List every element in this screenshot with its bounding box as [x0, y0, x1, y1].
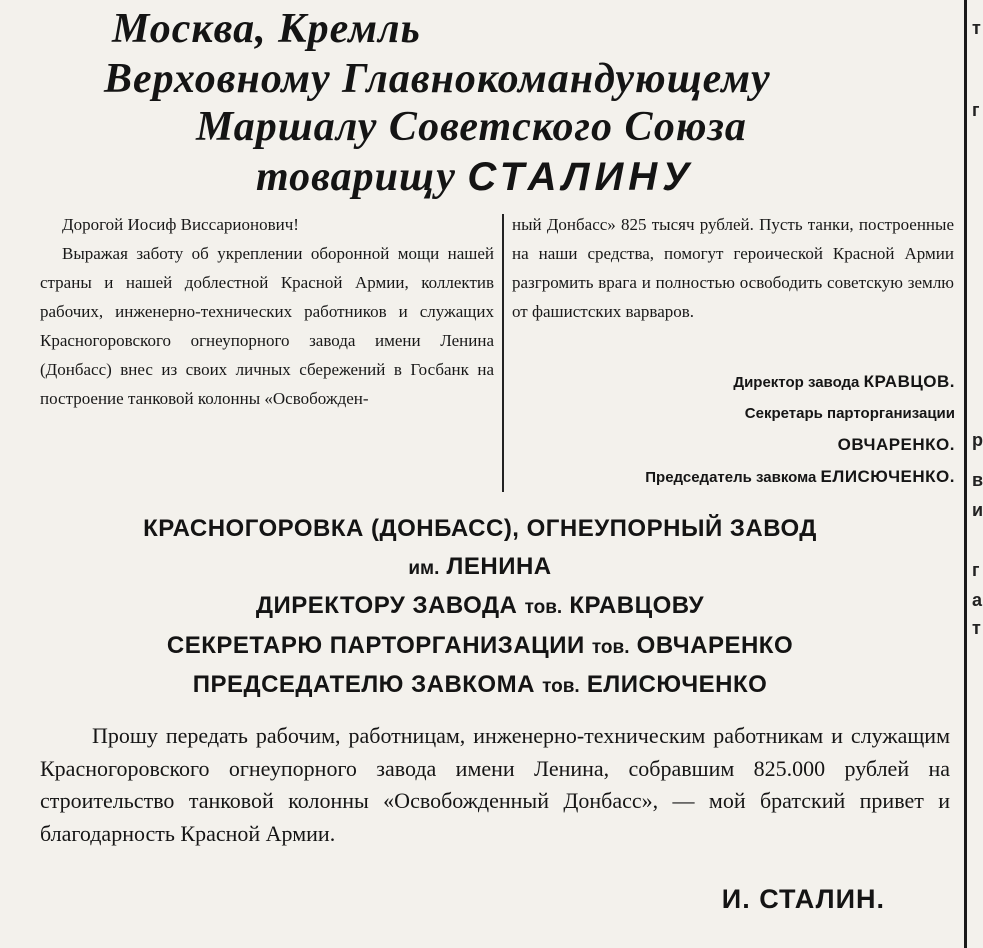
edge-fragment: и: [972, 500, 983, 520]
address-line-title: Верховному Главнокомандующему: [104, 56, 771, 102]
page-rule: [964, 0, 967, 948]
letter-signers: [535, 366, 955, 493]
signer-surname: ОВЧАРЕНКО.: [837, 435, 955, 454]
edge-fragment: г: [972, 560, 980, 580]
signer-role: Директор завода: [733, 374, 860, 391]
edge-fragment: г: [972, 100, 980, 120]
edge-fragment: в: [972, 470, 983, 490]
reply-address-text: КРАСНОГОРОВКА (ДОНБАСС), ОГНЕУПОРНЫЙ ЗАВОД: [143, 515, 817, 542]
address-surname: СТАЛИНУ: [467, 155, 695, 199]
reply-address-line: [0, 627, 960, 667]
signer-surname: ЕЛИСЮЧЕНКО.: [820, 467, 955, 486]
signer-secretary-name: [535, 429, 955, 461]
letter-body-right: ный Донбасс» 825 тысяч рублей. Пусть танки, построенные на наши средства, помогут героической Красной Армии разгромить врага и полностью освободить советскую землю от фашистских варваров.: [512, 215, 954, 321]
reply-paragraph: Прошу передать рабочим, работницам, инженерно-техническим работникам и служащим Красногоровского огнеупорного завода имени Ленина, собравшим 825.000 рублей на строительство танковой колонны «Освобожденный Донбасс», — мой братский привет и благодарность Красной Армии.: [40, 723, 950, 846]
edge-fragment: а: [972, 590, 983, 610]
reply-signature: И. СТАЛИН.: [721, 884, 885, 914]
address-line-rank: Маршалу Советского Союза: [196, 104, 747, 150]
reply-address-text: ЕЛИСЮЧЕНКО: [579, 671, 768, 698]
reply-address-abbr: им.: [408, 557, 440, 579]
reply-address-abbr: тов.: [591, 636, 630, 658]
signer-secretary-role: [535, 398, 955, 429]
neighbor-column-edge: [972, 0, 981, 948]
edge-fragment: т: [972, 618, 981, 638]
reply-address-line: [0, 510, 960, 548]
reply-address-line: [0, 587, 960, 627]
signer-chairman: [535, 461, 955, 493]
reply-address-abbr: тов.: [542, 676, 580, 697]
reply-address-text: ДИРЕКТОРУ ЗАВОДА: [255, 592, 525, 619]
reply-address-text: КРАВЦОВУ: [562, 592, 705, 619]
reply-address-text: СЕКРЕТАРЮ ПАРТОРГАНИЗАЦИИ: [166, 631, 592, 659]
reply-address: [0, 510, 960, 706]
reply-address-text: ОВЧАРЕНКО: [629, 631, 794, 659]
edge-fragment: т: [972, 18, 981, 38]
address-prefix: товарищу: [256, 154, 468, 200]
signer-director: [535, 366, 955, 398]
reply-address-line: [0, 548, 960, 588]
reply-address-text: ЛЕНИНА: [439, 552, 552, 580]
signer-role: Секретарь парторганизации: [744, 405, 955, 422]
column-divider: [502, 214, 504, 492]
letter-greeting: Дорогой Иосиф Виссарионович!: [62, 215, 299, 234]
letter-right-column: [512, 210, 954, 326]
signer-surname: КРАВЦОВ.: [863, 372, 955, 391]
reply-body: [40, 720, 950, 850]
address-line-city: Москва, Кремль: [112, 6, 421, 52]
edge-fragment: р: [972, 430, 983, 450]
reply-address-abbr: тов.: [524, 597, 563, 618]
letter-body-left: Выражая заботу об укреплении оборонной мощи нашей страны и нашей доблестной Красной Армии, коллектив рабочих, инженерно-технических работников и служащих Красногоровского огнеупорного завода имени Ленина (Донбасс) внес из своих личных сбережений в Госбанк на построение танковой колонны «Освобожден-: [40, 244, 494, 408]
reply-address-line: [0, 666, 960, 706]
signer-role: Председатель завкома: [645, 469, 817, 486]
address-line-name: [0, 154, 960, 200]
letter-left-column: [40, 210, 494, 413]
reply-address-text: ПРЕДСЕДАТЕЛЮ ЗАВКОМА: [192, 671, 543, 698]
